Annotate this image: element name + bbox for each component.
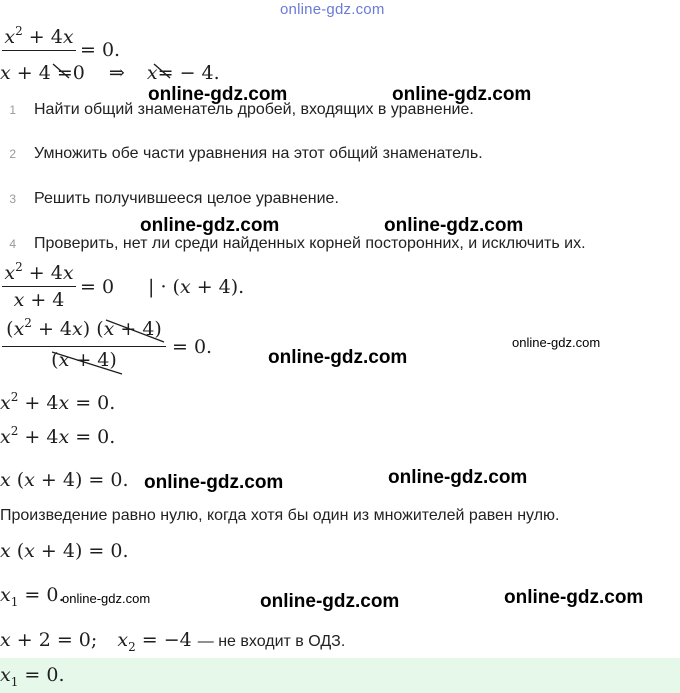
eq2-fraction [2, 316, 166, 374]
eq6: x (x + 4) = 0. [0, 540, 129, 562]
eq2-rhs: = 0. [172, 336, 213, 358]
answer: $x_1 = 0$. [0, 664, 65, 689]
eq7: $x_1 = 0$. [0, 584, 65, 609]
eq1-fraction [2, 260, 76, 312]
watermark-9: online-gdz.com [62, 591, 151, 606]
step-2: 2 Умножить обе части уравнения на этот общий знаменатель. [9, 145, 483, 162]
watermark-5: online-gdz.com [268, 347, 408, 368]
watermark-1: online-gdz.com [148, 84, 288, 105]
step-1: 1 Найти общий знаменатель дробей, входящих в уравнение. [9, 101, 474, 118]
eq5: x (x + 4) = 0. [0, 469, 129, 491]
watermark-10: online-gdz.com [260, 591, 400, 612]
watermark-top: online-gdz.com [280, 1, 385, 18]
watermark-3: online-gdz.com [140, 215, 280, 236]
watermark-7: online-gdz.com [144, 472, 284, 493]
step-4: 4 Проверить, нет ли среди найденных корней посторонних, и исключить их. [9, 235, 586, 252]
eq2-denominator: (x + 4) [51, 349, 117, 371]
watermark-11: online-gdz.com [504, 587, 644, 608]
odz-condition-line: x + 4 = 0 ⇒ x= − 4. [0, 62, 220, 84]
watermark-4: online-gdz.com [384, 215, 524, 236]
eq1-multiplier: | · (x + 4). [148, 276, 245, 298]
eq2-numerator: $(x^2 + 4x) (x + 4)$ [6, 316, 162, 340]
odz-equals-zero: = 0. [80, 39, 121, 61]
watermark-8: online-gdz.com [388, 467, 528, 488]
eq3: $x^2 + 4x = 0$. [0, 390, 116, 414]
watermark-2: online-gdz.com [392, 84, 532, 105]
odz-fraction-numerator: $x^2 + 4x$ [4, 24, 74, 48]
eq8: x + 2 = 0; $x_2 = -4$ — не входит в ОДЗ. [0, 629, 346, 654]
product-rule-text: Произведение равно нулю, когда хотя бы один из множителей равен нулю. [0, 507, 560, 524]
answer-highlight [0, 658, 680, 693]
eq4: $x^2 + 4x = 0$. [0, 424, 116, 448]
eq8-note: — не входит в ОДЗ. [197, 633, 346, 650]
eq1-denominator: x + 4 [13, 289, 65, 311]
eq1-rhs: = 0 [80, 276, 115, 298]
step-3: 3 Решить получившееся целое уравнение. [9, 190, 339, 207]
eq1-numerator: $x^2 + 4x$ [4, 260, 74, 284]
watermark-6: online-gdz.com [512, 335, 601, 350]
